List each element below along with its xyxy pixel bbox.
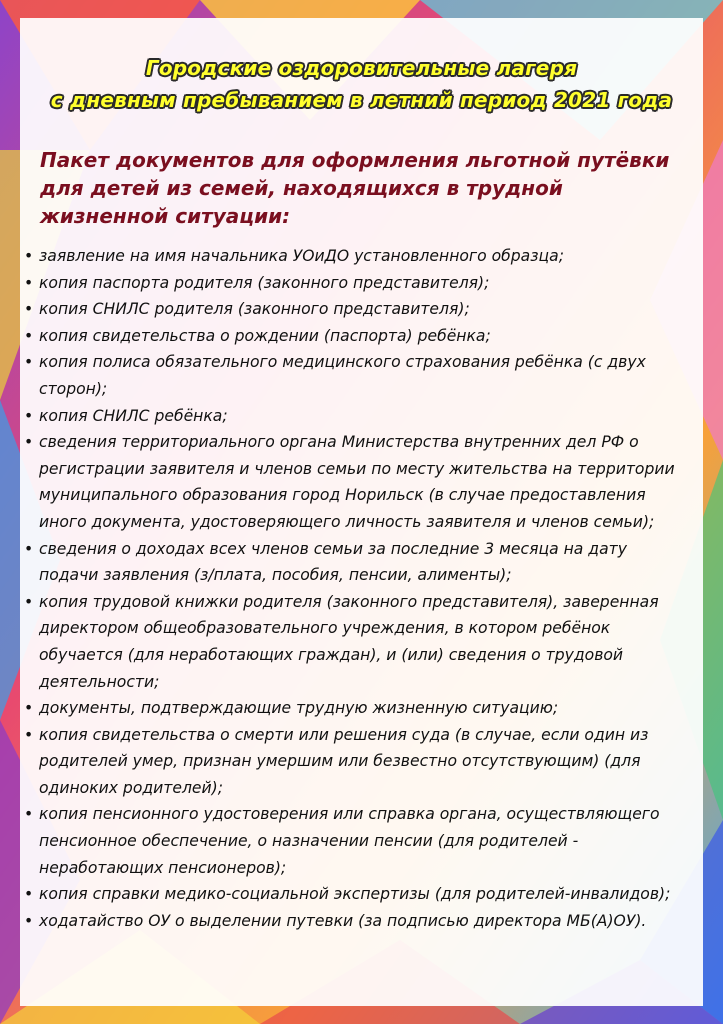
bullet-dot-icon: • (24, 433, 34, 452)
bullet-dot-icon: • (24, 300, 34, 319)
bullet-dot-icon: • (24, 725, 34, 744)
bullet-dot-icon: • (24, 911, 34, 930)
list-item-text: копия полиса обязательного медицинского страхования ребёнка (с двух сторон); (39, 353, 646, 398)
page-title-line-2: с дневным пребыванием в летний период 2021 года (50, 88, 673, 112)
list-item (20, 243, 703, 270)
list-item (20, 881, 703, 908)
list-item (20, 296, 703, 323)
list-item-text: копия свидетельства о смерти или решения суда (в случае, если один из родителей умер, признан умершим или безвестно отсутствующим) (для одиноких родителей); (39, 725, 649, 797)
list-item-text: сведения о доходах всех членов семьи за последние 3 месяца на дату подачи заявления (з/плата, пособия, пенсии, алименты); (39, 539, 627, 585)
bullet-dot-icon: • (24, 699, 34, 718)
list-item-text: копия справки медико-социальной экспертизы (для родителей-инвалидов); (39, 885, 671, 904)
list-item (20, 695, 703, 722)
list-item (20, 801, 703, 881)
bullet-dot-icon: • (24, 247, 34, 265)
bullet-dot-icon: • (24, 592, 34, 611)
document-list (20, 243, 703, 934)
list-item-text: документы, подтверждающие трудную жизненную ситуацию; (39, 699, 559, 718)
bullet-dot-icon: • (24, 885, 34, 904)
list-item-text: сведения территориального органа Министерства внутренних дел РФ о регистрации заявителя и членов семьи по месту жительства на территории муниципального образования город Норильск (в случае предоставления иного документа, удостоверяющего личность заявителя и членов семьи); (39, 433, 675, 531)
list-item-text: заявление на имя начальника УОиДО установленного образца; (39, 247, 564, 265)
list-item-text: копия СНИЛС родителя (законного представителя); (39, 300, 470, 319)
list-item (20, 908, 703, 935)
list-item-text: копия свидетельства о рождении (паспорта) ребёнка; (39, 326, 491, 345)
list-item (20, 429, 703, 535)
list-item-text: копия пенсионного удостоверения или справка органа, осуществляющего пенсионное обеспечение, о назначении пенсии (для родителей - неработающих пенсионеров); (39, 805, 660, 877)
list-item-text: ходатайство ОУ о выделении путевки (за подписью директора МБ(А)ОУ). (39, 911, 647, 930)
list-item-text: копия паспорта родителя (законного представителя); (39, 273, 490, 292)
list-item (20, 403, 703, 430)
bullet-dot-icon: • (24, 273, 34, 292)
list-item-text: копия СНИЛС ребёнка; (39, 406, 228, 425)
bullet-dot-icon: • (24, 326, 34, 345)
list-item (20, 323, 703, 350)
bullet-dot-icon: • (24, 539, 34, 558)
bullet-dot-icon: • (24, 353, 34, 372)
section-subheading: Пакет документов для оформления льготной путёвки для детей из семей, находящихся в трудной жизненной ситуации: (40, 148, 670, 228)
list-item-text: копия трудовой книжки родителя (законного представителя), заверенная директором общеобразовательного учреждения, в котором ребёнок обучается (для неработающих граждан), и (или) сведения о трудовой деятельности; (39, 592, 659, 691)
page-title-line-1: Городские оздоровительные лагеря (145, 56, 578, 80)
bullet-dot-icon: • (24, 406, 34, 425)
list-item (20, 722, 703, 802)
content-panel (20, 18, 703, 1006)
list-item (20, 270, 703, 297)
list-item (20, 349, 703, 402)
list-item (20, 536, 703, 589)
list-item (20, 589, 703, 695)
bullet-dot-icon: • (24, 805, 34, 824)
